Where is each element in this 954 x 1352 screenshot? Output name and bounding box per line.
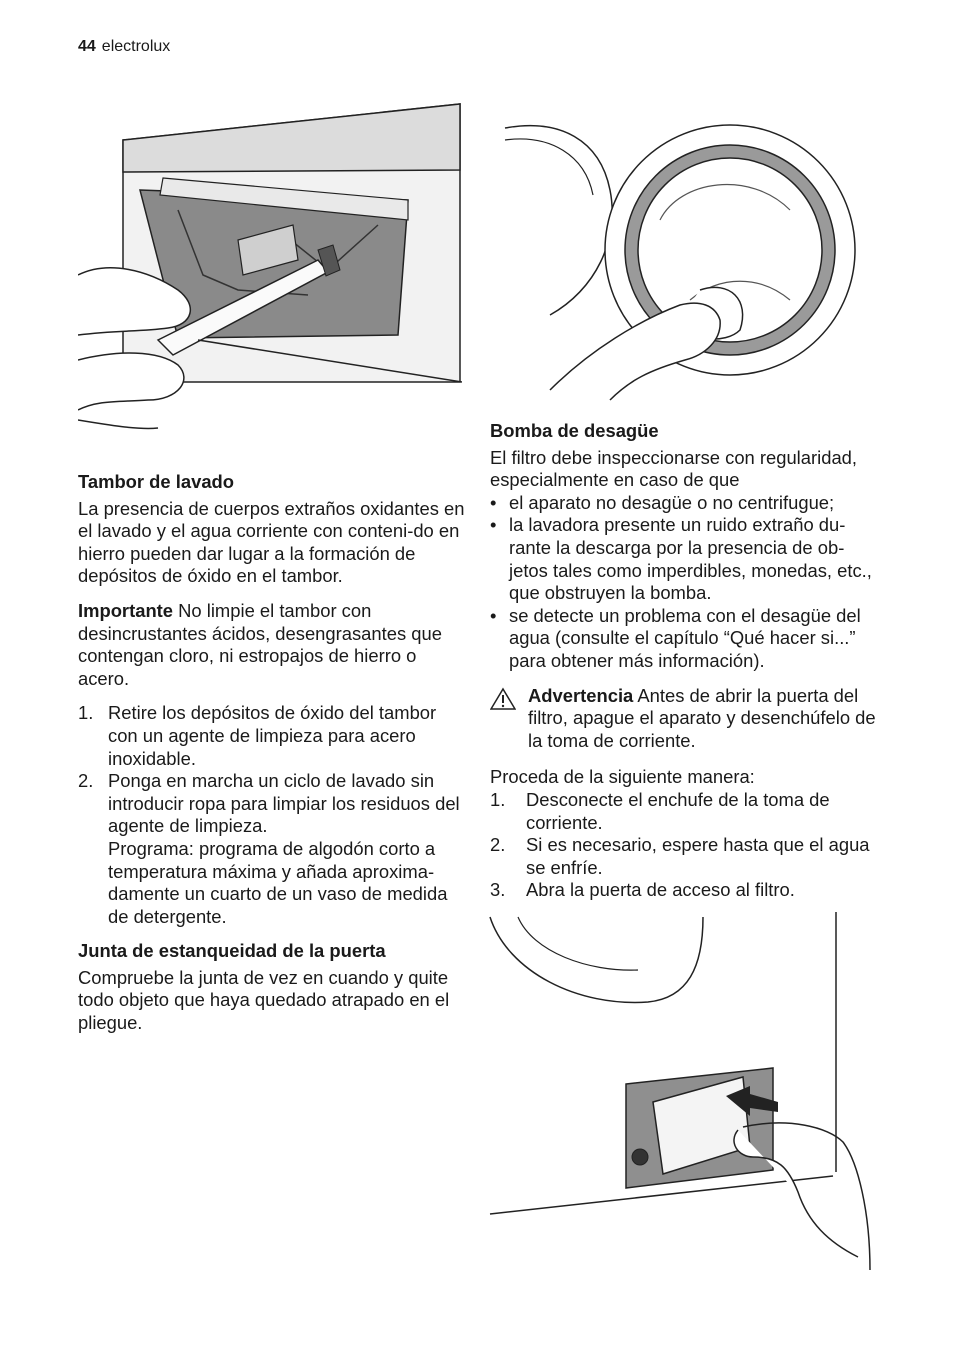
step-text: Retire los depósitos de óxido del tambor con un agente de limpieza para acero inoxidable.: [108, 702, 437, 769]
proceed-text: Proceda de la siguiente manera:: [490, 766, 755, 788]
filter-door-illustration: [488, 912, 878, 1272]
important-note: [78, 600, 468, 690]
door-seal-paragraph: Compruebe la junta de vez en cuando y quite todo objeto que haya quedado atrapado en el pliegue.: [78, 966, 450, 1034]
door-seal-illustration: [490, 100, 860, 425]
important-text: No limpie el tambor con desincrustantes ácidos, desengrasantes que contengan cloro, ni estropajos de hierro o acero.: [78, 599, 442, 689]
step-text: Desconecte el enchufe de la toma de corriente.: [526, 788, 830, 833]
drain-pump-intro: El filtro debe inspeccionarse con regularidad, especialmente en caso de que: [490, 446, 858, 491]
list-item: [490, 605, 882, 673]
bullet-mark: •: [490, 604, 497, 626]
bullet-text: se detecte un problema con el desagüe del agua (consulte el capítulo “Qué hacer si...” para obtener más información).: [509, 604, 861, 671]
brand-name: electrolux: [101, 38, 171, 55]
list-item: [78, 770, 468, 928]
warning-triangle-icon: [490, 685, 528, 753]
step-content: [108, 770, 468, 928]
page-number: 44: [78, 38, 96, 55]
list-item: [78, 702, 468, 770]
dispenser-cleaning-illustration: [78, 100, 462, 430]
left-column: [78, 471, 468, 1047]
step-text: Ponga en marcha un ciclo de lavado sin introducir ropa para limpiar los residuos del agente de limpieza.: [108, 770, 460, 837]
step-number: 2.: [490, 834, 506, 856]
drum-paragraph: La presencia de cuerpos extraños oxidantes en el lavado y el agua corriente con conteni-do en hierro pueden dar lugar a la formación de depósitos de óxido en el tambor.: [78, 497, 465, 587]
important-label: Importante: [78, 599, 174, 621]
bullet-mark: •: [490, 514, 497, 536]
list-item: [490, 492, 882, 515]
filter-steps: [490, 789, 882, 902]
drum-steps: [78, 702, 468, 928]
step-number: 1.: [78, 702, 94, 724]
list-item: [490, 789, 882, 834]
warning-text-block: [528, 685, 882, 753]
step-text: Si es necesario, espere hasta que el agua se enfríe.: [526, 834, 870, 878]
bullet-mark: •: [490, 491, 497, 513]
bullet-text: el aparato no desagüe o no centrifugue;: [509, 491, 835, 513]
list-item: [490, 834, 882, 879]
list-item: [490, 514, 882, 604]
step-number: 2.: [78, 770, 94, 792]
page-header: [78, 38, 170, 56]
drain-pump-bullets: [490, 492, 882, 673]
bullet-text: la lavadora presente un ruido extraño du-rante la descarga por la presencia de ob-jetos tales como imperdibles, monedas, etc., que obstruyen la bomba.: [509, 514, 872, 604]
list-item: [490, 879, 882, 902]
section-title-drum: Tambor de lavado: [78, 471, 235, 492]
warning-text: Antes de abrir la puerta del filtro, apague el aparato y desenchúfelo de la toma de corriente.: [528, 684, 876, 751]
step-number: 3.: [490, 879, 506, 901]
warning-label: Advertencia: [528, 684, 634, 706]
step-program-note: Programa: programa de algodón corto a temperatura máxima y añada aproxima-damente un cuarto de un vaso de medida de detergente.: [108, 837, 448, 927]
section-title-drain-pump: Bomba de desagüe: [490, 420, 659, 441]
section-title-door-seal: Junta de estanqueidad de la puerta: [78, 940, 386, 962]
step-text: Abra la puerta de acceso al filtro.: [526, 879, 795, 901]
warning-box: [490, 685, 882, 753]
right-column: [490, 420, 882, 914]
step-number: 1.: [490, 788, 506, 810]
